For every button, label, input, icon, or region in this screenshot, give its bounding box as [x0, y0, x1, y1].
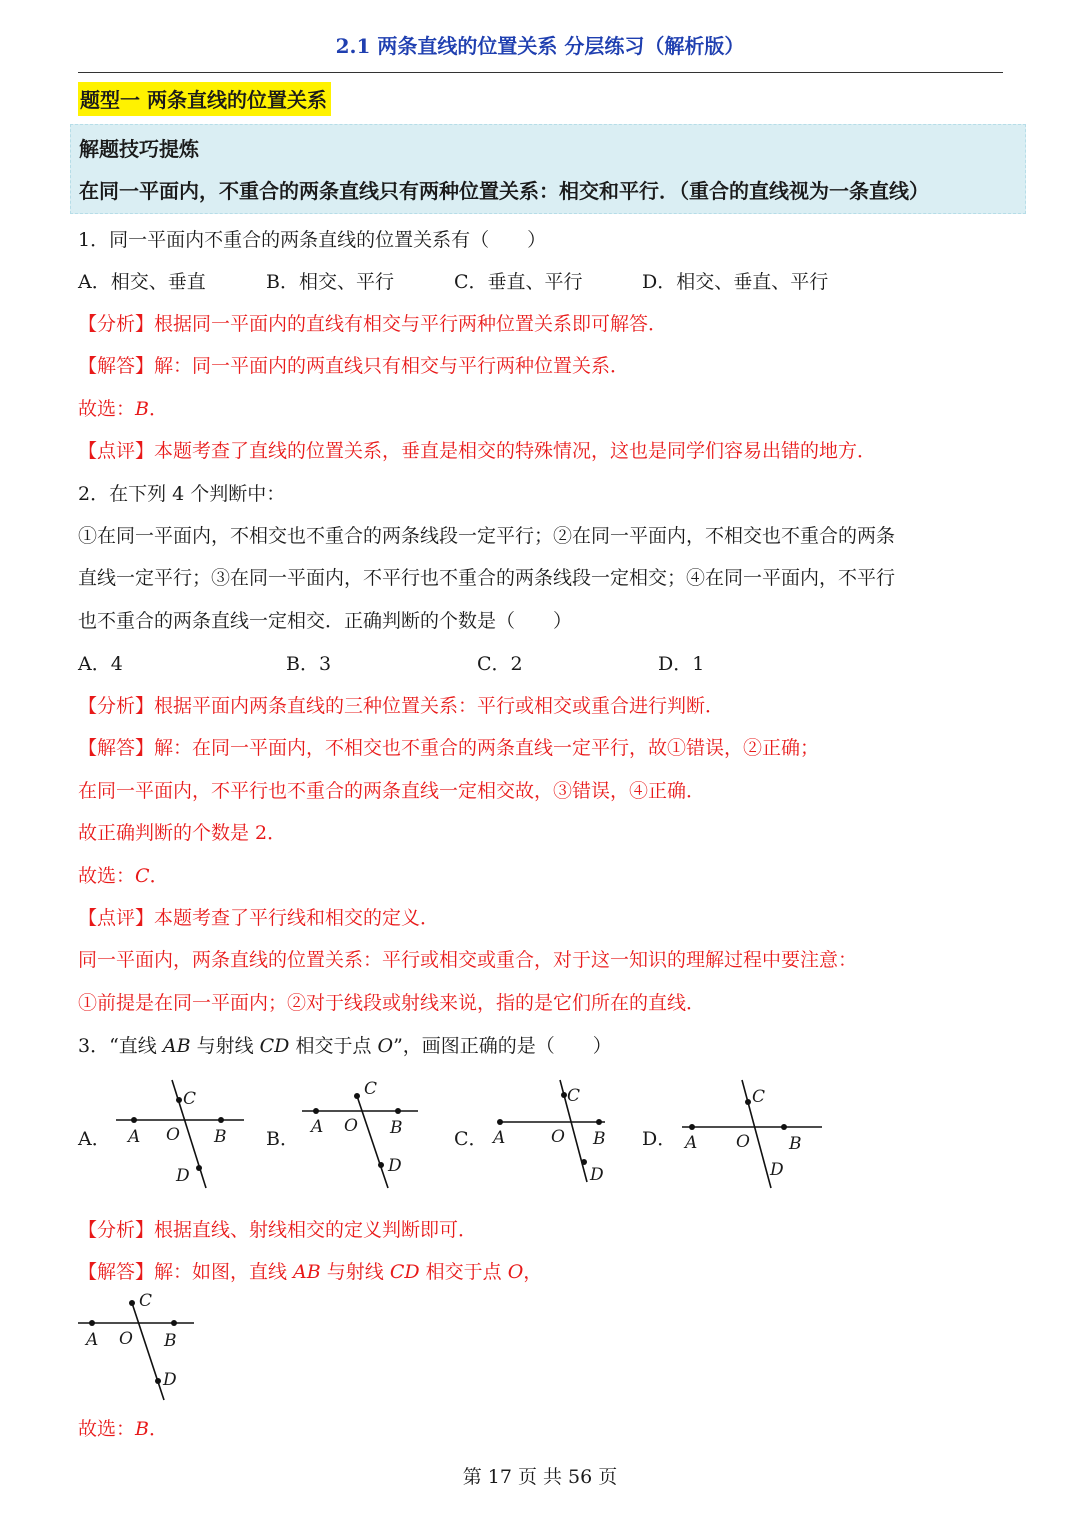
q3-solution-ab: AB	[293, 1261, 321, 1283]
point-b	[781, 1124, 787, 1130]
point-c	[176, 1097, 182, 1103]
q1-answer-letter: B	[135, 398, 149, 420]
q3-stem-mid1: 与射线	[190, 1035, 260, 1057]
point-d	[155, 1378, 161, 1384]
q2-note-line-2: ①前提是在同一平面内；②对于线段或射线来说，指的是它们所在的直线．	[78, 992, 706, 1014]
q2-body-line-1: ①在同一平面内，不相交也不重合的两条线段一定平行；②在同一平面内，不相交也不重合的两条	[78, 525, 896, 547]
label-b: B	[390, 1118, 403, 1138]
label-d: D	[770, 1160, 784, 1180]
section-heading: 题型一 两条直线的位置关系	[78, 82, 331, 116]
q3-answer	[78, 1414, 168, 1441]
q1-solution: 【解答】解：同一平面内的两直线只有相交与平行两种位置关系．	[78, 355, 630, 377]
q2-answer-letter: C	[135, 865, 150, 887]
q2-note-line-1: 同一平面内，两条直线的位置关系：平行或相交或重合，对于这一知识的理解过程中要注意：	[78, 949, 858, 971]
q1-answer	[78, 394, 168, 421]
q1-option-c: C．垂直、平行	[454, 271, 583, 293]
q3-answer-suffix: ．	[148, 1418, 168, 1440]
point-b	[596, 1119, 602, 1125]
q2-option-c: C．2	[477, 653, 523, 675]
label-d: D	[163, 1370, 177, 1390]
q3-solution-suffix: ，	[523, 1261, 543, 1283]
q2-answer-suffix: ．	[149, 865, 169, 887]
q3-solution-cd: CD	[389, 1261, 420, 1283]
page-footer: 第 17 页 共 56 页	[462, 1466, 618, 1488]
point-d	[196, 1165, 202, 1171]
q2-stem: 2．在下列 4 个判断中：	[78, 483, 286, 505]
q1-analysis: 【分析】根据同一平面内的直线有相交与平行两种位置关系即可解答．	[78, 313, 668, 335]
q3-option-b-label: B．	[266, 1128, 299, 1150]
point-b	[171, 1320, 177, 1326]
q2-comment: 【点评】本题考查了平行线和相交的定义．	[78, 907, 440, 929]
label-b: B	[789, 1134, 802, 1154]
label-a: A	[128, 1127, 141, 1147]
q2-answer-prefix: 故选：	[78, 865, 136, 887]
q3-stem-mid2: 相交于点	[289, 1035, 378, 1057]
q3-option-d-label: D．	[642, 1128, 677, 1150]
label-c: C	[183, 1089, 197, 1109]
label-o: O	[166, 1125, 180, 1145]
point-a	[131, 1117, 137, 1123]
q3-figure-a	[112, 1078, 252, 1193]
page-title: 2.1 两条直线的位置关系 分层练习（解析版）	[335, 34, 745, 58]
q2-solution-line-2: 在同一平面内，不平行也不重合的两条直线一定相交故，③错误，④正确．	[78, 780, 706, 802]
tip-box	[70, 124, 1026, 214]
q3-solution-mid1: 与射线	[320, 1261, 390, 1283]
q1-answer-prefix: 故选：	[78, 398, 136, 420]
q3-solution-o: O	[507, 1261, 524, 1283]
point-c	[745, 1099, 751, 1105]
ray-cd	[357, 1096, 388, 1188]
q3-figure-d	[678, 1078, 826, 1193]
label-o: O	[736, 1132, 750, 1152]
q3-answer-prefix: 故选：	[78, 1418, 136, 1440]
q3-option-a-label: A．	[78, 1128, 111, 1150]
point-b	[395, 1108, 401, 1114]
title-divider	[78, 72, 1003, 73]
label-b: B	[164, 1331, 177, 1351]
label-a: A	[685, 1133, 698, 1153]
label-c: C	[364, 1079, 378, 1099]
tip-text: 在同一平面内，不重合的两条直线只有两种位置关系：相交和平行．（重合的直线视为一条直线）	[79, 179, 929, 203]
q3-solution	[78, 1257, 542, 1284]
q2-answer	[78, 861, 169, 888]
point-c	[354, 1093, 360, 1099]
point-b	[218, 1117, 224, 1123]
q2-body-line-2: 直线一定平行；③在同一平面内，不平行也不重合的两条线段一定相交；④在同一平面内，不平行	[78, 567, 896, 589]
point-a	[89, 1320, 95, 1326]
q2-option-a: A．4	[78, 653, 123, 675]
label-b: B	[593, 1129, 606, 1149]
q1-option-d: D．相交、垂直、平行	[642, 271, 829, 293]
label-o: O	[551, 1127, 565, 1147]
q3-solution-mid2: 相交于点	[419, 1261, 508, 1283]
q3-stem-o: O	[377, 1035, 394, 1057]
point-a	[313, 1108, 319, 1114]
q2-analysis: 【分析】根据平面内两条直线的三种位置关系：平行或相交或重合进行判断．	[78, 695, 725, 717]
q2-option-b: B．3	[286, 653, 332, 675]
point-d	[378, 1162, 384, 1168]
label-o: O	[344, 1116, 358, 1136]
label-c: C	[752, 1087, 766, 1107]
q3-stem-prefix: 3．“直线	[78, 1035, 163, 1057]
q3-stem	[78, 1031, 612, 1058]
point-a	[689, 1124, 695, 1130]
label-a: A	[311, 1117, 324, 1137]
label-b: B	[214, 1127, 227, 1147]
ray-cd	[132, 1303, 164, 1400]
label-c: C	[567, 1086, 581, 1106]
q1-stem: 1．同一平面内不重合的两条直线的位置关系有（ ）	[78, 229, 547, 251]
point-a	[497, 1119, 503, 1125]
q2-option-d: D．1	[658, 653, 705, 675]
tip-title: 解题技巧提炼	[79, 137, 199, 161]
q3-option-c-label: C．	[454, 1128, 488, 1150]
q1-option-a: A．相交、垂直	[78, 271, 206, 293]
q2-solution-line-1: 【解答】解：在同一平面内，不相交也不重合的两条直线一定平行，故①错误，②正确；	[78, 737, 820, 759]
point-c	[129, 1300, 135, 1306]
q2-body-line-3: 也不重合的两条直线一定相交．正确判断的个数是（ ）	[78, 610, 573, 632]
q3-answer-letter: B	[135, 1418, 149, 1440]
point-d	[581, 1159, 587, 1165]
label-a: A	[86, 1330, 99, 1350]
label-d: D	[590, 1165, 604, 1185]
q2-solution-line-3: 故正确判断的个数是 2．	[78, 822, 287, 844]
label-d: D	[176, 1166, 190, 1186]
q3-figure-b	[300, 1076, 425, 1191]
q3-solution-figure	[76, 1292, 201, 1405]
label-d: D	[388, 1156, 402, 1176]
q3-analysis: 【分析】根据直线、射线相交的定义判断即可．	[78, 1219, 478, 1241]
q1-comment: 【点评】本题考查了直线的位置关系，垂直是相交的特殊情况，这也是同学们容易出错的地方．	[78, 440, 877, 462]
label-o: O	[119, 1329, 133, 1349]
q1-answer-suffix: ．	[148, 398, 168, 420]
label-c: C	[139, 1292, 153, 1311]
label-a: A	[493, 1128, 506, 1148]
q3-figure-c	[487, 1078, 612, 1193]
q3-stem-suffix: ”，画图正确的是（ ）	[393, 1035, 612, 1057]
q1-option-b: B．相交、平行	[266, 271, 394, 293]
q3-stem-cd: CD	[259, 1035, 290, 1057]
q3-solution-prefix: 【解答】解：如图，直线	[78, 1261, 294, 1283]
q3-stem-ab: AB	[162, 1035, 191, 1057]
